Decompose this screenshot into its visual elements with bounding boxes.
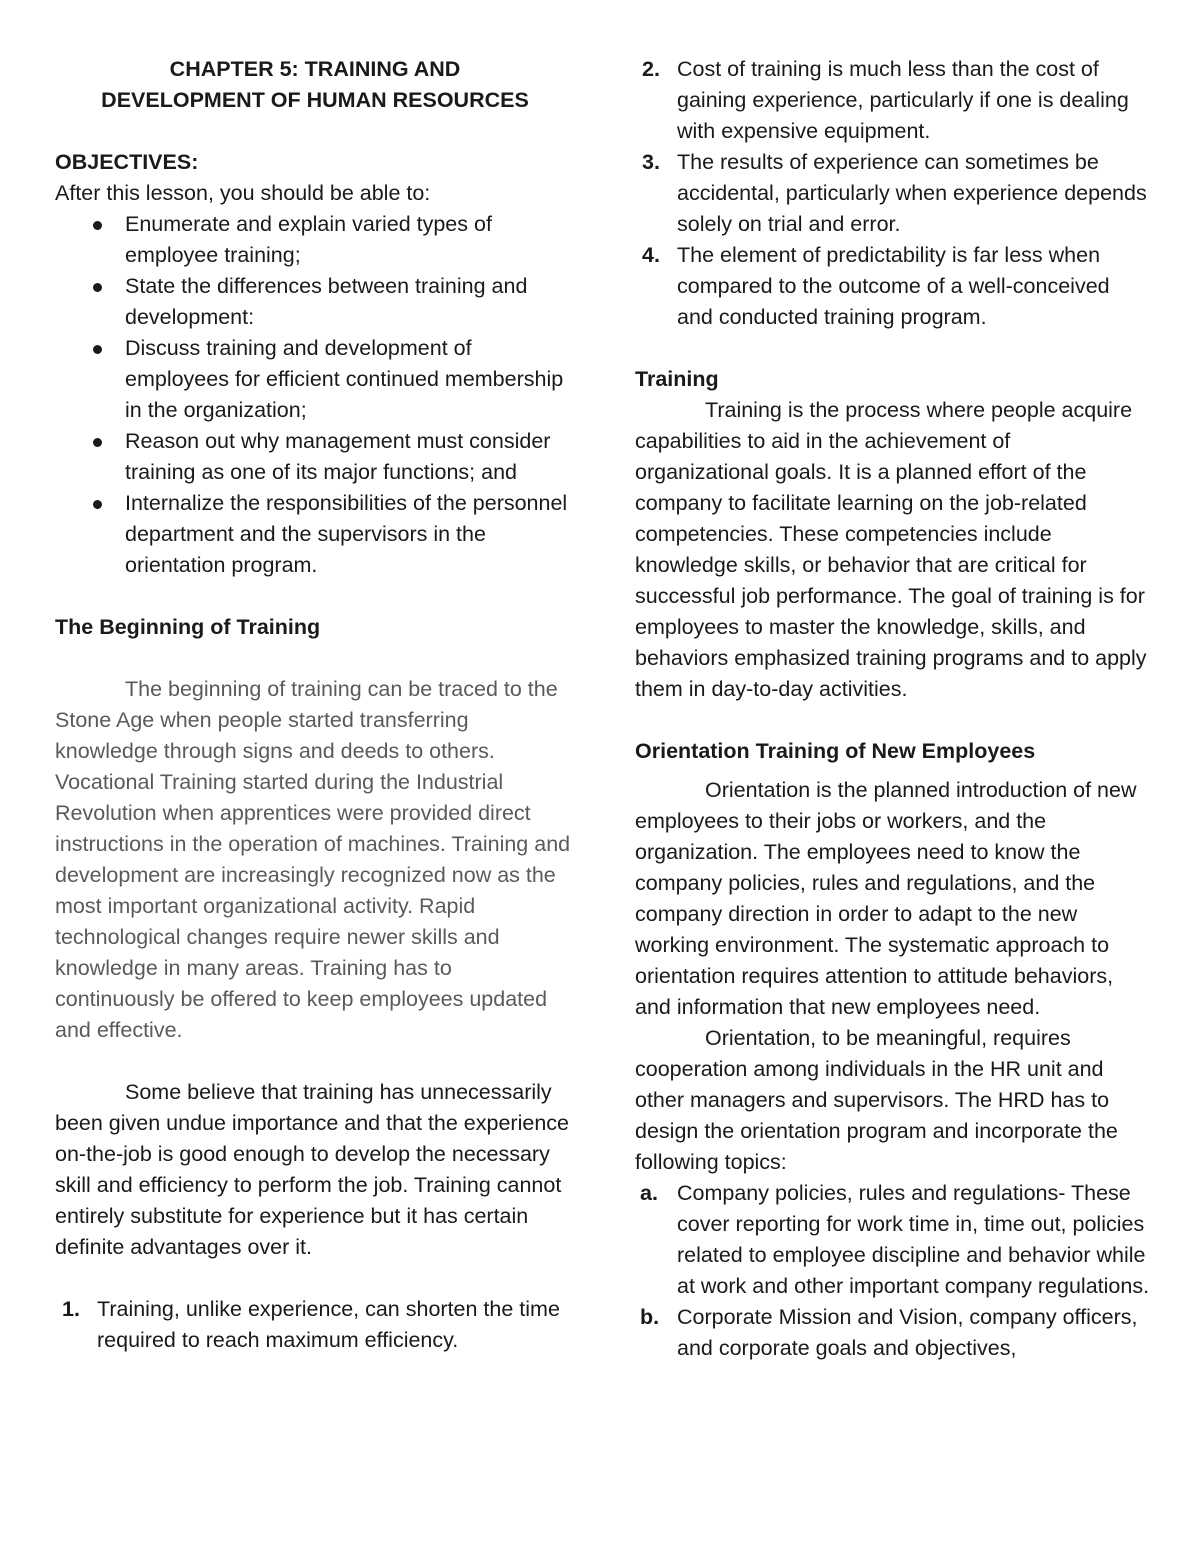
objective-item: Enumerate and explain varied types of employee training;	[125, 209, 575, 271]
advantage-item	[642, 240, 1150, 333]
beginning-paragraph-2: Some believe that training has unnecessarily been given undue importance and that the experience on-the-job is good enough to develop the necessary skill and efficiency to perform the job. Training cannot entirely substitute for experience but it has certain definite advantages over it.	[55, 1080, 569, 1259]
orientation-paragraph-2: Orientation, to be meaningful, requires cooperation among individuals in the HR unit and other managers and supervisors. The HRD has to design the orientation program and incorporate the following topics:	[635, 1026, 1118, 1174]
orientation-topic-item	[640, 1178, 1150, 1302]
objectives-list	[55, 209, 575, 581]
left-column	[55, 54, 575, 1356]
objective-item: Internalize the responsibilities of the personnel department and the supervisors in the orientation program.	[125, 488, 575, 581]
objectives-heading: OBJECTIVES:	[55, 150, 199, 174]
chapter-title-line-2: DEVELOPMENT OF HUMAN RESOURCES	[101, 88, 529, 112]
topic-label: a.	[640, 1181, 658, 1205]
beginning-paragraph-1: The beginning of training can be traced to the Stone Age when people started transferring knowledge through signs and deeds to others. Vocational Training started during the Industrial Revolution when apprentices were provided direct instructions in the operation of machines. Training and development are increasingly recognized now as the most important organizational activity. Rapid technological changes require newer skills and knowledge in many areas. Training has to continuously be offered to keep employees updated and effective.	[55, 677, 571, 1042]
advantage-text: Training, unlike experience, can shorten the time required to reach maximum efficiency.	[97, 1297, 560, 1352]
training-paragraph: Training is the process where people acquire capabilities to aid in the achievement of organizational goals. It is a planned effort of the company to facilitate learning on the job-related competencies. These competencies include knowledge skills, or behavior that are critical for successful job performance. The goal of training is for employees to master the knowledge, skills, and behaviors emphasized training programs and to apply them in day-to-day activities.	[635, 398, 1147, 701]
orientation-topics-list	[635, 1178, 1150, 1364]
advantages-list-right	[635, 54, 1150, 333]
topic-text: Corporate Mission and Vision, company officers, and corporate goals and objectives,	[677, 1305, 1138, 1360]
advantage-number: 4.	[642, 243, 660, 267]
advantage-number: 2.	[642, 57, 660, 81]
topic-label: b.	[640, 1305, 660, 1329]
objective-item: Reason out why management must consider training as one of its major functions; and	[125, 426, 575, 488]
training-heading: Training	[635, 367, 719, 391]
topic-text: Company policies, rules and regulations- These cover reporting for work time in, time out, policies related to employee discipline and behavior while at work and other important company regulations.	[677, 1181, 1150, 1298]
orientation-heading: Orientation Training of New Employees	[635, 739, 1036, 763]
advantage-item	[642, 147, 1150, 240]
chapter-title	[55, 54, 575, 116]
orientation-topic-item	[640, 1302, 1150, 1364]
advantage-text: The results of experience can sometimes be accidental, particularly when experience depends solely on trial and error.	[677, 150, 1147, 236]
chapter-title-line-1: CHAPTER 5: TRAINING AND	[169, 57, 461, 81]
objectives-intro: After this lesson, you should be able to:	[55, 181, 431, 205]
objective-item: Discuss training and development of employees for efficient continued membership in the organization;	[125, 333, 575, 426]
advantage-number: 3.	[642, 150, 660, 174]
advantages-list-left	[55, 1294, 575, 1356]
right-column	[635, 54, 1150, 1364]
advantage-item	[642, 54, 1150, 147]
advantage-number: 1.	[62, 1297, 80, 1321]
beginning-heading: The Beginning of Training	[55, 615, 321, 639]
advantage-item	[62, 1294, 575, 1356]
advantage-text: The element of predictability is far less when compared to the outcome of a well-conceived and conducted training program.	[677, 243, 1110, 329]
objective-item: State the differences between training and development:	[125, 271, 575, 333]
orientation-paragraph-1: Orientation is the planned introduction of new employees to their jobs or workers, and the organization. The employees need to know the company policies, rules and regulations, and the company direction in order to adapt to the new working environment. The systematic approach to orientation requires attention to attitude behaviors, and information that new employees need.	[635, 778, 1137, 1019]
advantage-text: Cost of training is much less than the cost of gaining experience, particularly if one is dealing with expensive equipment.	[677, 57, 1129, 143]
